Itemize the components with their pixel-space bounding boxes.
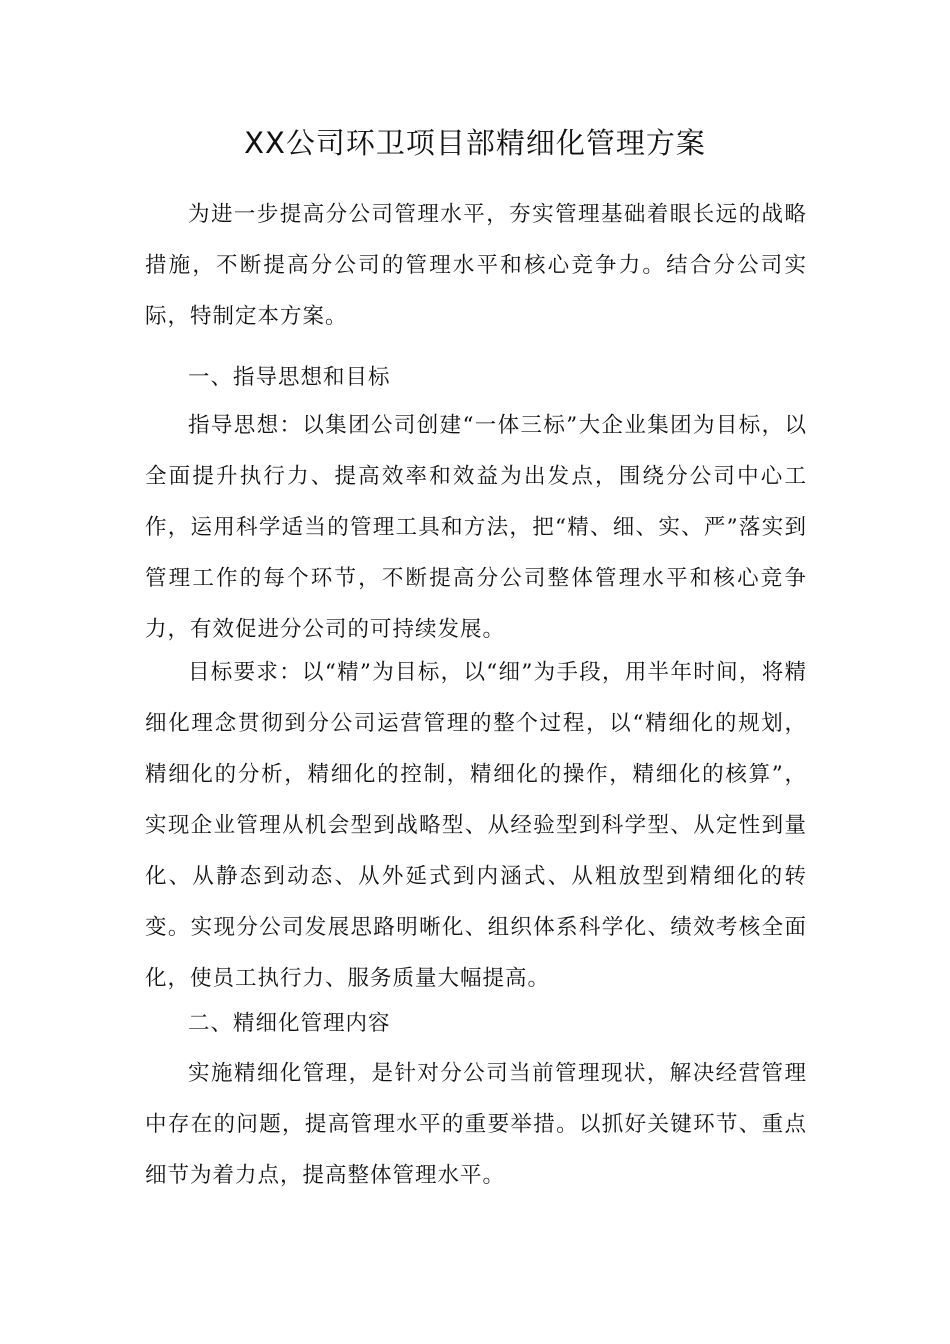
intro-paragraph: 为进一步提高分公司管理水平，夯实管理基础着眼长远的战略措施，不断提高分公司的管理水平和核心竞争力。结合分公司实际，特制定本方案。	[145, 202, 807, 329]
section1-heading: 一、指导思想和目标	[188, 365, 391, 390]
section2-heading-block	[145, 998, 807, 1049]
section2-heading: 二、精细化管理内容	[188, 1011, 391, 1036]
intro-block	[145, 189, 807, 342]
document-title: XX公司环卫项目部精细化管理方案	[244, 126, 706, 160]
section1-heading-block	[145, 352, 807, 403]
section2-text-block	[145, 1048, 807, 1201]
guiding-thought-paragraph: 指导思想：以集团公司创建“一体三标”大企业集团为目标，以全面提升执行力、提高效率和效益为出发点，围绕分公司中心工作，运用科学适当的管理工具和方法，把“精、细、实、严”落实到管理工作的每个环节，不断提高分公司整体管理水平和核心竞争力，有效促进分公司的可持续发展。	[145, 413, 807, 642]
section2-paragraph: 实施精细化管理，是针对分公司当前管理现状，解决经营管理中存在的问题，提高管理水平的重要举措。以抓好关键环节、重点细节为着力点，提高整体管理水平。	[145, 1061, 807, 1188]
goal-requirements-block	[145, 647, 807, 1004]
goal-requirements-paragraph: 目标要求：以“精”为目标，以“细”为手段，用半年时间，将精细化理念贯彻到分公司运营管理的整个过程，以“精细化的规划，精细化的分析，精细化的控制，精细化的操作，精细化的核算”，实现企业管理从机会型到战略型、从经验型到科学型、从定性到量化、从静态到动态、从外延式到内涵式、从粗放型到精细化的转变。实现分公司发展思路明晰化、组织体系科学化、绩效考核全面化，使员工执行力、服务质量大幅提高。	[145, 660, 807, 991]
guiding-thought-block	[145, 400, 807, 655]
